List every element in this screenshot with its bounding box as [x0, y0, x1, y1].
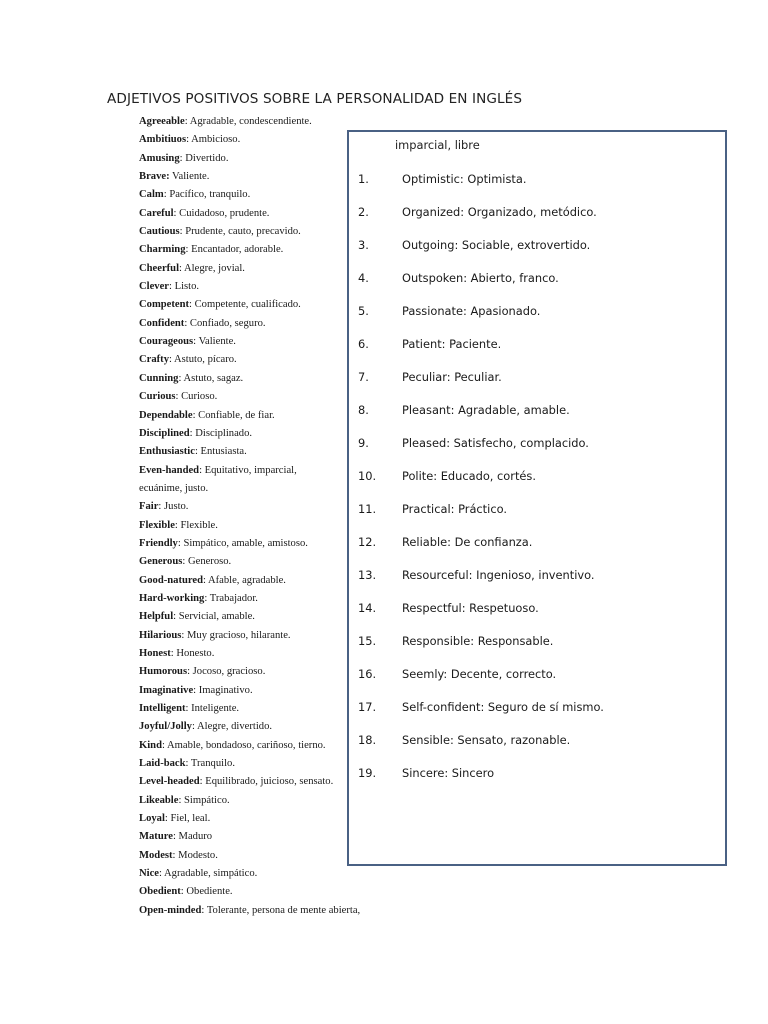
item-text: Pleased: Satisfecho, complacido. — [402, 436, 589, 450]
item-separator: : — [173, 611, 177, 623]
item-number: 19. — [358, 766, 377, 780]
item-number: 13. — [358, 568, 377, 582]
item-text — [139, 260, 245, 278]
item-definition: Trabajador. — [207, 592, 258, 604]
item-text: Optimistic: Optimista. — [402, 172, 527, 186]
item-separator: : — [173, 207, 177, 219]
item-definition: Alegre, jovial. — [181, 262, 245, 274]
item-number: 6. — [358, 337, 369, 351]
item-number: 8. — [358, 403, 369, 417]
item-text: Passionate: Apasionado. — [402, 304, 541, 318]
item-text: Practical: Práctico. — [402, 502, 507, 516]
item-term: Disciplined — [139, 427, 190, 439]
item-separator: : — [170, 647, 174, 659]
item-number: 1. — [358, 172, 369, 186]
item-number: 11. — [358, 502, 377, 516]
item-number: 18. — [358, 733, 377, 747]
item-term: Even-handed — [139, 464, 200, 476]
item-definition: Entusiasta. — [197, 446, 247, 458]
item-definition: Equilibrado, juicioso, sensato. — [202, 776, 334, 788]
item-text: Outspoken: Abierto, franco. — [402, 271, 559, 285]
item-term: Likeable — [139, 794, 179, 806]
item-separator: : — [187, 666, 191, 678]
item-text — [139, 517, 218, 535]
item-term: Cautious — [139, 226, 180, 238]
item-text — [139, 241, 283, 259]
item-term: Brave: — [139, 171, 170, 183]
item-text — [139, 205, 269, 223]
item-text — [139, 113, 312, 131]
item-definition: Astuto, sagaz. — [181, 372, 244, 384]
item-separator: : — [172, 831, 176, 843]
item-term: Clever — [139, 281, 169, 293]
item-definition: Valiente. — [196, 336, 236, 348]
item-definition: Agradable, simpático. — [161, 868, 258, 880]
item-text — [139, 443, 247, 461]
item-separator: : — [185, 758, 189, 770]
item-text — [139, 847, 218, 865]
item-term: Amusing — [139, 152, 180, 164]
item-text — [139, 388, 217, 406]
item-definition: Disciplinado. — [192, 427, 253, 439]
item-text — [139, 498, 188, 516]
item-definition: Astuto, pícaro. — [171, 354, 237, 366]
item-definition: Divertido. — [182, 152, 229, 164]
item-definition: Obediente. — [183, 886, 233, 898]
item-text — [139, 627, 291, 645]
item-text — [139, 462, 297, 480]
item-text — [139, 663, 265, 681]
item-number: 9. — [358, 436, 369, 450]
item-definition: Competente, cualificado. — [191, 299, 301, 311]
item-term: Open-minded — [139, 904, 202, 916]
item-term: Good-natured — [139, 574, 203, 586]
item-definition: Generoso. — [185, 556, 232, 568]
item-separator: : — [178, 372, 182, 384]
item-definition: ecuánime, justo. — [139, 482, 209, 494]
item-number: 4. — [358, 271, 369, 285]
page-title: ADJETIVOS POSITIVOS SOBRE LA PERSONALIDAD EN INGLÉS — [107, 91, 523, 107]
item-text — [139, 608, 255, 626]
item-separator: : — [199, 776, 203, 788]
item-number: 2. — [358, 205, 369, 219]
item-text — [139, 425, 252, 443]
item-text — [139, 718, 272, 736]
item-separator: : — [172, 849, 176, 861]
item-definition: Confiable, de fiar. — [195, 409, 275, 421]
item-text: Reliable: De confianza. — [402, 535, 533, 549]
item-term: Cheerful — [139, 262, 180, 274]
item-definition: Pacífico, tranquilo. — [166, 189, 251, 201]
item-text: Self-confident: Seguro de sí mismo. — [402, 700, 604, 714]
item-definition: Modesto. — [175, 849, 218, 861]
item-definition: Amable, bondadoso, cariñoso, tierno. — [164, 739, 326, 751]
item-definition: Ambicioso. — [189, 134, 241, 146]
item-text — [139, 131, 240, 149]
item-term: Laid-back — [139, 758, 186, 770]
item-term: Helpful — [139, 611, 174, 623]
item-definition: Afable, agradable. — [205, 574, 286, 586]
item-separator: : — [185, 244, 189, 256]
item-term: Obedient — [139, 886, 181, 898]
item-text — [139, 572, 286, 590]
item-separator: : — [199, 464, 203, 476]
item-separator: : — [177, 537, 181, 549]
item-separator: : — [179, 226, 183, 238]
item-definition: Imaginativo. — [196, 684, 253, 696]
item-text — [139, 645, 214, 663]
item-term: Intelligent — [139, 703, 186, 714]
item-text — [139, 883, 233, 901]
item-definition: Muy gracioso, hilarante. — [184, 629, 291, 641]
item-separator: : — [164, 813, 168, 825]
item-separator: : — [182, 556, 186, 568]
item-separator: : — [189, 427, 193, 439]
item-text — [139, 553, 231, 571]
item-text — [139, 186, 250, 204]
item-term: Humorous — [139, 666, 188, 678]
item-text — [139, 773, 333, 791]
item-term: Kind — [139, 739, 162, 751]
item-text: Outgoing: Sociable, extrovertido. — [402, 238, 591, 252]
item-definition: Simpático, amable, amistoso. — [180, 537, 308, 549]
item-text — [139, 792, 230, 810]
item-term: Dependable — [139, 409, 193, 421]
item-definition: Inteligente. — [188, 703, 240, 714]
item-definition: Jocoso, gracioso. — [190, 666, 266, 678]
item-term: Generous — [139, 556, 183, 568]
item-term: Joyful/Jolly — [139, 721, 192, 733]
item-term: Mature — [139, 831, 173, 843]
item-separator: : — [159, 868, 162, 880]
item-text — [139, 535, 308, 553]
item-definition: Justo. — [161, 501, 189, 513]
item-text: Resourceful: Ingenioso, inventivo. — [402, 568, 595, 582]
item-separator: : — [194, 446, 198, 458]
item-separator: : — [184, 317, 188, 329]
item-separator: : — [161, 739, 165, 751]
item-definition: Agradable, condescendiente. — [187, 116, 312, 127]
item-definition: Confiado, seguro. — [187, 317, 266, 329]
item-term: Courageous — [139, 336, 194, 348]
item-separator: : — [158, 501, 162, 513]
item-separator: : — [163, 189, 167, 201]
item-definition: Servicial, amable. — [176, 611, 255, 623]
item-term: Careful — [139, 207, 174, 219]
item-definition: Prudente, cauto, precavido. — [182, 226, 301, 238]
item-separator: : — [193, 684, 197, 696]
item-text: Pleasant: Agradable, amable. — [402, 403, 570, 417]
item-text — [139, 351, 237, 369]
item-term: Hilarious — [139, 629, 182, 641]
item-text — [139, 296, 301, 314]
item-text — [139, 315, 266, 333]
item-separator: : — [184, 116, 188, 127]
item-text — [139, 810, 210, 828]
item-number: 5. — [358, 304, 369, 318]
item-separator: : — [189, 299, 192, 311]
item-text — [139, 682, 253, 700]
item-term: Modest — [139, 849, 173, 861]
item-text — [139, 590, 258, 608]
item-number: 14. — [358, 601, 377, 615]
item-text — [139, 828, 212, 846]
item-text: Organized: Organizado, metódico. — [402, 205, 597, 219]
item-text — [139, 407, 275, 425]
item-separator: : — [193, 336, 197, 348]
item-term: Loyal — [139, 813, 165, 825]
item-separator: : — [169, 281, 172, 293]
item-term: Confident — [139, 317, 185, 329]
item-separator: : — [181, 629, 185, 641]
item-text: Sensible: Sensato, razonable. — [402, 733, 571, 747]
item-number: 12. — [358, 535, 377, 549]
item-definition: Simpático. — [181, 794, 230, 806]
item-number: 17. — [358, 700, 377, 714]
item-separator: : — [202, 574, 206, 586]
item-term: Ambitiuos — [139, 134, 187, 146]
item-term: Agreeable — [139, 116, 185, 127]
item-text — [139, 700, 239, 718]
item-term: Enthusiastic — [139, 446, 195, 458]
item-text — [139, 480, 208, 498]
item-separator: : — [174, 519, 178, 531]
item-separator: : — [192, 409, 196, 421]
item-separator: : — [169, 354, 172, 366]
item-separator: : — [179, 262, 182, 274]
item-text: Patient: Paciente. — [402, 337, 502, 351]
item-term: Friendly — [139, 537, 178, 549]
item-number: 16. — [358, 667, 377, 681]
item-text — [139, 223, 301, 241]
item-definition: Alegre, divertido. — [194, 721, 273, 733]
item-definition: Honesto. — [173, 647, 215, 659]
item-term: Level-headed — [139, 776, 200, 788]
item-term: Fair — [139, 501, 159, 513]
item-text — [139, 865, 257, 883]
item-text: Responsible: Responsable. — [402, 634, 554, 648]
item-term: Honest — [139, 647, 171, 659]
item-definition: Equitativo, imparcial, — [202, 464, 297, 476]
item-term: Flexible — [139, 519, 175, 531]
item-separator: : — [186, 134, 190, 146]
item-separator: : — [179, 152, 183, 164]
item-number: 15. — [358, 634, 377, 648]
item-definition: Curioso. — [178, 391, 218, 403]
item-text — [139, 278, 199, 296]
item-term: Nice — [139, 868, 159, 880]
item-text — [139, 902, 360, 920]
item-text — [139, 333, 236, 351]
item-number: 10. — [358, 469, 377, 483]
item-separator: : — [191, 721, 195, 733]
item-text — [139, 168, 209, 186]
item-definition: Tranquilo. — [188, 758, 235, 770]
item-separator: : — [178, 794, 182, 806]
item-term: Hard-working — [139, 592, 205, 604]
item-separator: : — [175, 391, 179, 403]
item-definition: Tolerante, persona de mente abierta, — [204, 904, 361, 916]
item-separator: : — [180, 886, 184, 898]
item-term: Competent — [139, 299, 190, 311]
item-number: 7. — [358, 370, 369, 384]
item-definition: Fiel, leal. — [167, 813, 211, 825]
item-text: Respectful: Respetuoso. — [402, 601, 539, 615]
item-definition: Cuidadoso, prudente. — [176, 207, 270, 219]
item-separator: : — [204, 592, 208, 604]
item-term: Cunning — [139, 372, 179, 384]
item-number: 3. — [358, 238, 369, 252]
item-text — [139, 755, 235, 773]
item-text — [139, 370, 243, 388]
item-text: Seemly: Decente, correcto. — [402, 667, 557, 681]
item-text — [139, 737, 326, 755]
item-separator: : — [185, 703, 189, 714]
item-definition: Listo. — [171, 281, 200, 293]
item-term: Curious — [139, 391, 176, 403]
item-definition: Valiente. — [169, 171, 210, 183]
item-text: Polite: Educado, cortés. — [402, 469, 536, 483]
item-text — [139, 150, 228, 168]
box-continuation-text: imparcial, libre — [395, 138, 480, 152]
item-definition: Encantador, adorable. — [188, 244, 284, 256]
item-term: Calm — [139, 189, 164, 201]
item-text: Sincere: Sincero — [402, 766, 495, 780]
item-term: Charming — [139, 244, 186, 256]
item-term: Imaginative — [139, 684, 194, 696]
item-text: Peculiar: Peculiar. — [402, 370, 502, 384]
item-definition: Maduro — [175, 831, 213, 843]
item-term: Crafty — [139, 354, 170, 366]
item-definition: Flexible. — [177, 519, 218, 531]
item-separator: : — [201, 904, 205, 916]
